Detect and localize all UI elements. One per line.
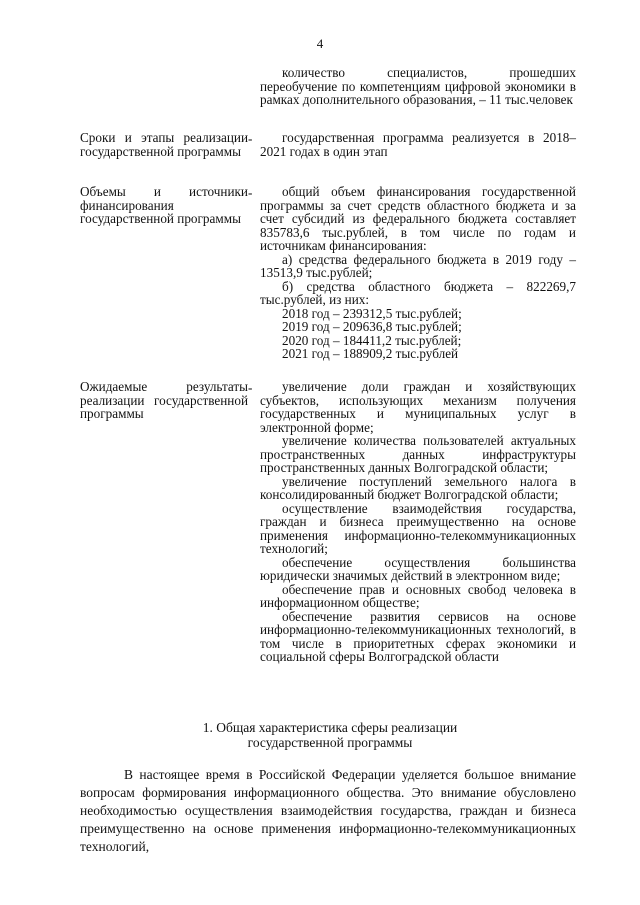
row-dash: -: [248, 380, 253, 395]
funding-year-line: 2018 год – 239312,5 тыс.рублей;: [282, 305, 462, 321]
result-item: осуществление взаимодействия государства, граждан и бизнеса преимущественно на основе применения информационно-телекоммуникационных технологий;: [260, 500, 576, 556]
section-heading-line: 1. Общая характеристика сферы реализации: [202, 720, 458, 735]
row-content-funding: [260, 185, 576, 361]
result-item: обеспечение развития сервисов на основе информационно-телекоммуникационных технологий, в том числе в приоритетных сферах экономики и социальной сферы Волгоградской области: [260, 608, 576, 664]
timeline-paragraph: государственная программа реализуется в 2018–2021 годах в один этап: [260, 130, 576, 159]
section-heading-line: государственной программы: [247, 735, 413, 750]
result-item: увеличение количества пользователей актуальных пространственных данных инфраструктуры пространственных данных Волгоградской области;: [260, 433, 576, 475]
section-body: [80, 766, 576, 856]
row-dash: -: [248, 185, 253, 200]
body-paragraph: В настоящее время в Российской Федерации уделяется большое внимание вопросам формирования информационного общества. Это внимание обусловлено необходимостью осуществления взаимодействия государства, граждан и бизнеса преимущественно на основе применения информационно-телекоммуникационных технологий,: [80, 767, 576, 854]
result-item: обеспечение осуществления большинства юридически значимых действий в электронном виде;: [260, 554, 576, 583]
result-item: увеличение поступлений земельного налога в консолидированный бюджет Волгоградской области;: [260, 473, 576, 502]
result-item: обеспечение прав и основных свобод человека в информационном обществе;: [260, 581, 576, 610]
section-heading: [80, 720, 580, 750]
row-content-timeline: [260, 131, 576, 158]
funding-paragraph: а) средства федерального бюджета в 2019 году – 13513,9 тыс.рублей;: [260, 251, 576, 280]
row-label-results: Ожидаемые результаты реализации государственной программы: [80, 379, 248, 421]
funding-year-line: 2019 год – 209636,8 тыс.рублей;: [282, 319, 462, 334]
funding-paragraph: общий объем финансирования государственной программы за счет средств областного бюджета и за счет субсидий из федерального бюджета составляет 835783,6 тыс.рублей, в том числе по годам и источникам финансирования:: [260, 184, 576, 253]
funding-year-line: 2020 год – 184411,2 тыс.рублей;: [282, 332, 462, 348]
row-content-results: [260, 380, 576, 664]
funding-paragraph: б) средства областного бюджета – 822269,7 тыс.рублей, из них:: [260, 278, 576, 307]
result-item: увеличение доли граждан и хозяйствующих субъектов, использующих механизм получения государственных и муниципальных услуг в электронной форме;: [260, 379, 576, 435]
funding-year-line: 2021 год – 188909,2 тыс.рублей: [282, 346, 459, 361]
intro-paragraph: количество специалистов, прошедших переобучение по компетенциям цифровой экономики в рамках дополнительного образования, – 11 тыс.человек: [260, 65, 576, 107]
row-label-timeline: Сроки и этапы реализации государственной программы: [80, 130, 248, 159]
row-label-funding: Объемы и источники финансирования государственной программы: [80, 184, 248, 226]
page-number: 4: [316, 36, 324, 51]
row-dash: -: [248, 131, 253, 146]
intro-content: [260, 66, 576, 107]
